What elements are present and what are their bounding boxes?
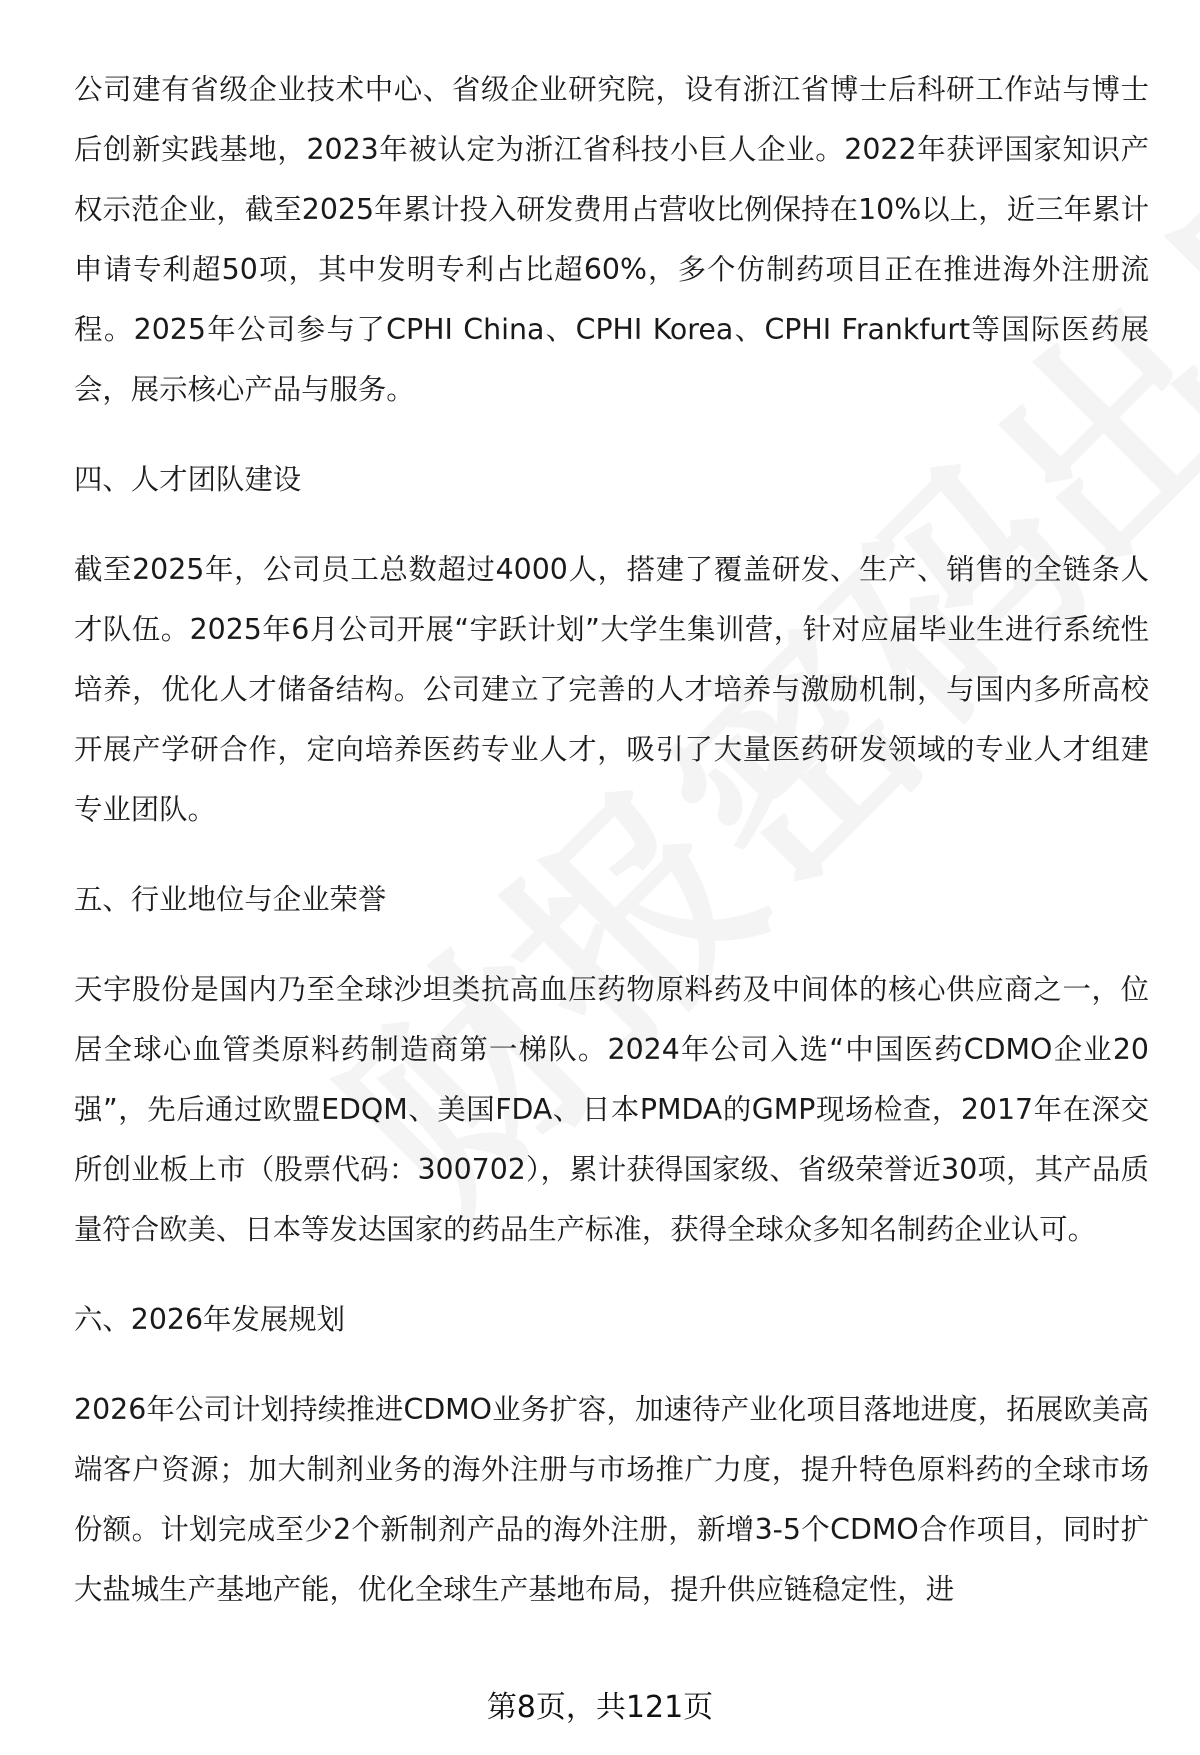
paragraph-industry-position: 天宇股份是国内乃至全球沙坦类抗高血压药物原料药及中间体的核心供应商之一，位居全球心血管类原料药制造商第一梯队。2024年公司入选“中国医药CDMO企业20强”，先后通过欧盟EDQM、美国FDA、日本PMDA的GMP现场检查，2017年在深交所创业板上市（股票代码：300702），累计获得国家级、省级荣誉近30项，其产品质量符合欧美、日本等发达国家的药品生产标准，获得全球众多知名制药企业认可。 bbox=[74, 973, 1149, 1246]
page-number-footer: 第8页，共121页 bbox=[486, 1690, 714, 1725]
paragraph-talent: 截至2025年，公司员工总数超过4000人，搭建了覆盖研发、生产、销售的全链条人才队伍。2025年6月公司开展“宇跃计划”大学生集训营，针对应届毕业生进行系统性培养，优化人才储备结构。公司建立了完善的人才培养与激励机制，与国内多所高校开展产学研合作，定向培养医药专业人才，吸引了大量医药研发领域的专业人才组建专业团队。 bbox=[74, 553, 1149, 826]
section-heading-talent: 四、人才团队建设 bbox=[74, 463, 302, 496]
paragraph-rd-capability: 公司建有省级企业技术中心、省级企业研究院，设有浙江省博士后科研工作站与博士后创新实践基地，2023年被认定为浙江省科技小巨人企业。2022年获评国家知识产权示范企业，截至2025年累计投入研发费用占营收比例保持在10%以上，近三年累计申请专利超50项，其中发明专利占比超60%，多个仿制药项目正在推进海外注册流程。2025年公司参与了CPHI China、CPHI Korea、CPHI Frankfurt等国际医药展会，展示核心产品与服务。 bbox=[74, 73, 1149, 406]
section-heading-industry-position: 五、行业地位与企业荣誉 bbox=[74, 883, 387, 916]
section-heading-2026-plan: 六、2026年发展规划 bbox=[74, 1303, 345, 1336]
paragraph-2026-plan: 2026年公司计划持续推进CDMO业务扩容，加速待产业化项目落地进度，拓展欧美高端客户资源；加大制剂业务的海外注册与市场推广力度，提升特色原料药的全球市场份额。计划完成至少2个新制剂产品的海外注册，新增3-5个CDMO合作项目，同时扩大盐城生产基地产能，优化全球生产基地布局，提升供应链稳定性，进 bbox=[74, 1393, 1149, 1606]
page-content bbox=[74, 60, 1149, 1650]
